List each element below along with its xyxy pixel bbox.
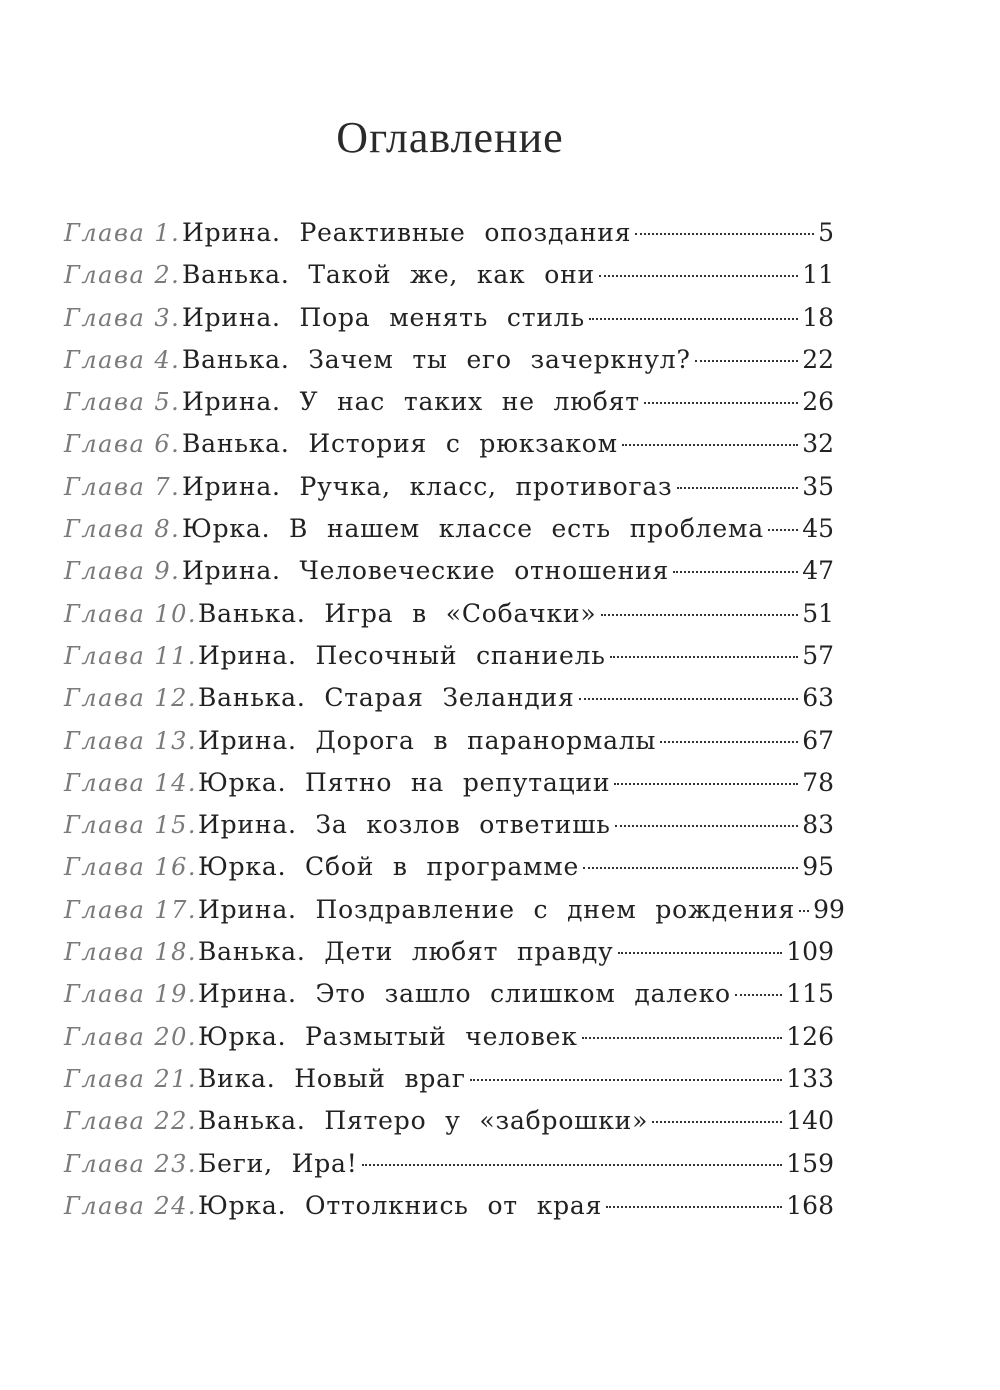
dot-leader xyxy=(622,444,798,446)
toc-entry xyxy=(64,889,845,931)
chapter-title: Юрка. Сбой в программе xyxy=(198,852,580,882)
chapter-label: Глава 21. xyxy=(64,1064,198,1093)
toc-entry xyxy=(64,339,834,381)
dot-leader xyxy=(579,698,799,700)
chapter-title: Ванька. Пятеро у «заброшки» xyxy=(198,1106,649,1136)
page-number: 22 xyxy=(802,344,834,374)
toc-entry xyxy=(64,212,834,254)
page-number: 57 xyxy=(802,640,834,670)
chapter-label: Глава 6. xyxy=(64,430,181,459)
page-number: 32 xyxy=(802,429,834,459)
toc-entry xyxy=(64,762,834,804)
chapter-label: Глава 17. xyxy=(64,895,198,924)
chapter-label: Глава 23. xyxy=(64,1149,198,1178)
page-number: 168 xyxy=(786,1190,834,1220)
dot-leader xyxy=(644,402,798,404)
chapter-label: Глава 24. xyxy=(64,1191,198,1220)
page-number: 95 xyxy=(802,852,834,882)
page-number: 99 xyxy=(813,894,845,924)
page-number: 67 xyxy=(802,725,834,755)
page-number: 35 xyxy=(802,471,834,501)
dot-leader xyxy=(582,1037,783,1039)
dot-leader xyxy=(660,741,798,743)
chapter-title: Юрка. В нашем классе есть проблема xyxy=(182,514,764,544)
chapter-title: Ванька. Такой же, как они xyxy=(182,260,596,290)
toc-heading: Оглавление xyxy=(336,113,564,162)
page-number: 140 xyxy=(786,1106,834,1136)
dot-leader xyxy=(695,360,799,362)
chapter-title: Юрка. Пятно на репутации xyxy=(198,767,611,797)
toc-entry xyxy=(64,1058,834,1100)
chapter-title: Ванька. Дети любят правду xyxy=(198,937,614,967)
toc-entry xyxy=(64,1016,834,1058)
toc-entry xyxy=(64,466,834,508)
chapter-label: Глава 2. xyxy=(64,261,181,290)
toc-entry xyxy=(64,297,834,339)
toc-entry xyxy=(64,593,834,635)
toc-entry xyxy=(64,635,834,677)
dot-leader xyxy=(799,910,809,912)
page-number: 115 xyxy=(786,979,834,1009)
dot-leader xyxy=(735,994,782,996)
page-number: 109 xyxy=(786,937,834,967)
chapter-label: Глава 8. xyxy=(64,515,181,544)
dot-leader xyxy=(601,614,799,616)
page-number: 45 xyxy=(802,514,834,544)
page-number: 126 xyxy=(786,1021,834,1051)
chapter-label: Глава 10. xyxy=(64,599,198,628)
toc-entry xyxy=(64,973,834,1015)
toc-entry xyxy=(64,1185,834,1227)
dot-leader xyxy=(470,1079,783,1081)
chapter-title: Ирина. Поздравление с днем рождения xyxy=(198,894,796,924)
toc-entry xyxy=(64,720,834,762)
chapter-label: Глава 3. xyxy=(64,303,181,332)
chapter-label: Глава 18. xyxy=(64,938,198,967)
page-number: 18 xyxy=(802,302,834,332)
toc-entry xyxy=(64,931,834,973)
chapter-title: Ванька. Старая Зеландия xyxy=(198,683,575,713)
chapter-label: Глава 19. xyxy=(64,980,198,1009)
chapter-title: Ванька. Зачем ты его зачеркнул? xyxy=(182,344,691,374)
toc-entry xyxy=(64,550,834,592)
dot-leader xyxy=(615,825,798,827)
page-number: 47 xyxy=(802,556,834,586)
chapter-label: Глава 15. xyxy=(64,811,198,840)
dot-leader xyxy=(583,867,798,869)
chapter-label: Глава 20. xyxy=(64,1022,198,1051)
page-number: 26 xyxy=(802,387,834,417)
page-number: 159 xyxy=(786,1148,834,1178)
chapter-title: Ирина. Это зашло слишком далеко xyxy=(198,979,731,1009)
chapter-title: Ирина. Песочный спаниель xyxy=(198,640,606,670)
page-number: 78 xyxy=(802,767,834,797)
dot-leader xyxy=(614,783,798,785)
chapter-label: Глава 16. xyxy=(64,853,198,882)
toc-entry xyxy=(64,1100,834,1142)
page-number: 51 xyxy=(802,598,834,628)
chapter-title: Ванька. История с рюкзаком xyxy=(182,429,618,459)
dot-leader xyxy=(618,952,783,954)
chapter-title: Ирина. Дорога в паранормалы xyxy=(198,725,657,755)
chapter-label: Глава 5. xyxy=(64,388,181,417)
chapter-title: Ванька. Игра в «Собачки» xyxy=(198,598,597,628)
chapter-title: Ирина. Пора менять стиль xyxy=(182,302,585,332)
toc-entry xyxy=(64,846,834,888)
chapter-title: Беги, Ира! xyxy=(198,1148,358,1178)
chapter-label: Глава 9. xyxy=(64,557,181,586)
toc-entry xyxy=(64,804,834,846)
dot-leader xyxy=(635,233,814,235)
chapter-title: Ирина. Человеческие отношения xyxy=(182,556,670,586)
chapter-label: Глава 22. xyxy=(64,1107,198,1136)
toc-entry xyxy=(64,254,834,296)
dot-leader xyxy=(599,275,798,277)
dot-leader xyxy=(606,1206,782,1208)
table-of-contents xyxy=(64,212,845,1227)
chapter-title: Ирина. Реактивные опоздания xyxy=(182,218,632,247)
chapter-label: Глава 11. xyxy=(64,641,198,670)
toc-entry xyxy=(64,381,834,423)
page-number: 5 xyxy=(818,218,834,247)
chapter-label: Глава 14. xyxy=(64,768,198,797)
toc-entry xyxy=(64,423,834,465)
dot-leader xyxy=(589,318,798,320)
page-number: 11 xyxy=(802,260,834,290)
chapter-label: Глава 12. xyxy=(64,684,198,713)
chapter-label: Глава 4. xyxy=(64,345,181,374)
toc-entry xyxy=(64,677,834,719)
dot-leader xyxy=(362,1164,783,1166)
dot-leader xyxy=(768,529,798,531)
toc-entry xyxy=(64,508,834,550)
page-number: 133 xyxy=(786,1063,834,1093)
chapter-title: Вика. Новый враг xyxy=(198,1063,466,1093)
chapter-label: Глава 7. xyxy=(64,472,181,501)
chapter-label: Глава 13. xyxy=(64,726,198,755)
dot-leader xyxy=(610,656,799,658)
page-number: 63 xyxy=(802,683,834,713)
chapter-title: Юрка. Размытый человек xyxy=(198,1021,578,1051)
chapter-label: Глава 1. xyxy=(64,219,181,247)
toc-entry xyxy=(64,1143,834,1185)
chapter-title: Ирина. Ручка, класс, противогаз xyxy=(182,471,673,501)
chapter-title: Ирина. За козлов ответишь xyxy=(198,810,611,840)
page-number: 83 xyxy=(802,810,834,840)
chapter-title: Ирина. У нас таких не любят xyxy=(182,387,640,417)
dot-leader xyxy=(677,487,799,489)
dot-leader xyxy=(673,571,798,573)
dot-leader xyxy=(652,1121,782,1123)
chapter-title: Юрка. Оттолкнись от края xyxy=(198,1190,603,1220)
